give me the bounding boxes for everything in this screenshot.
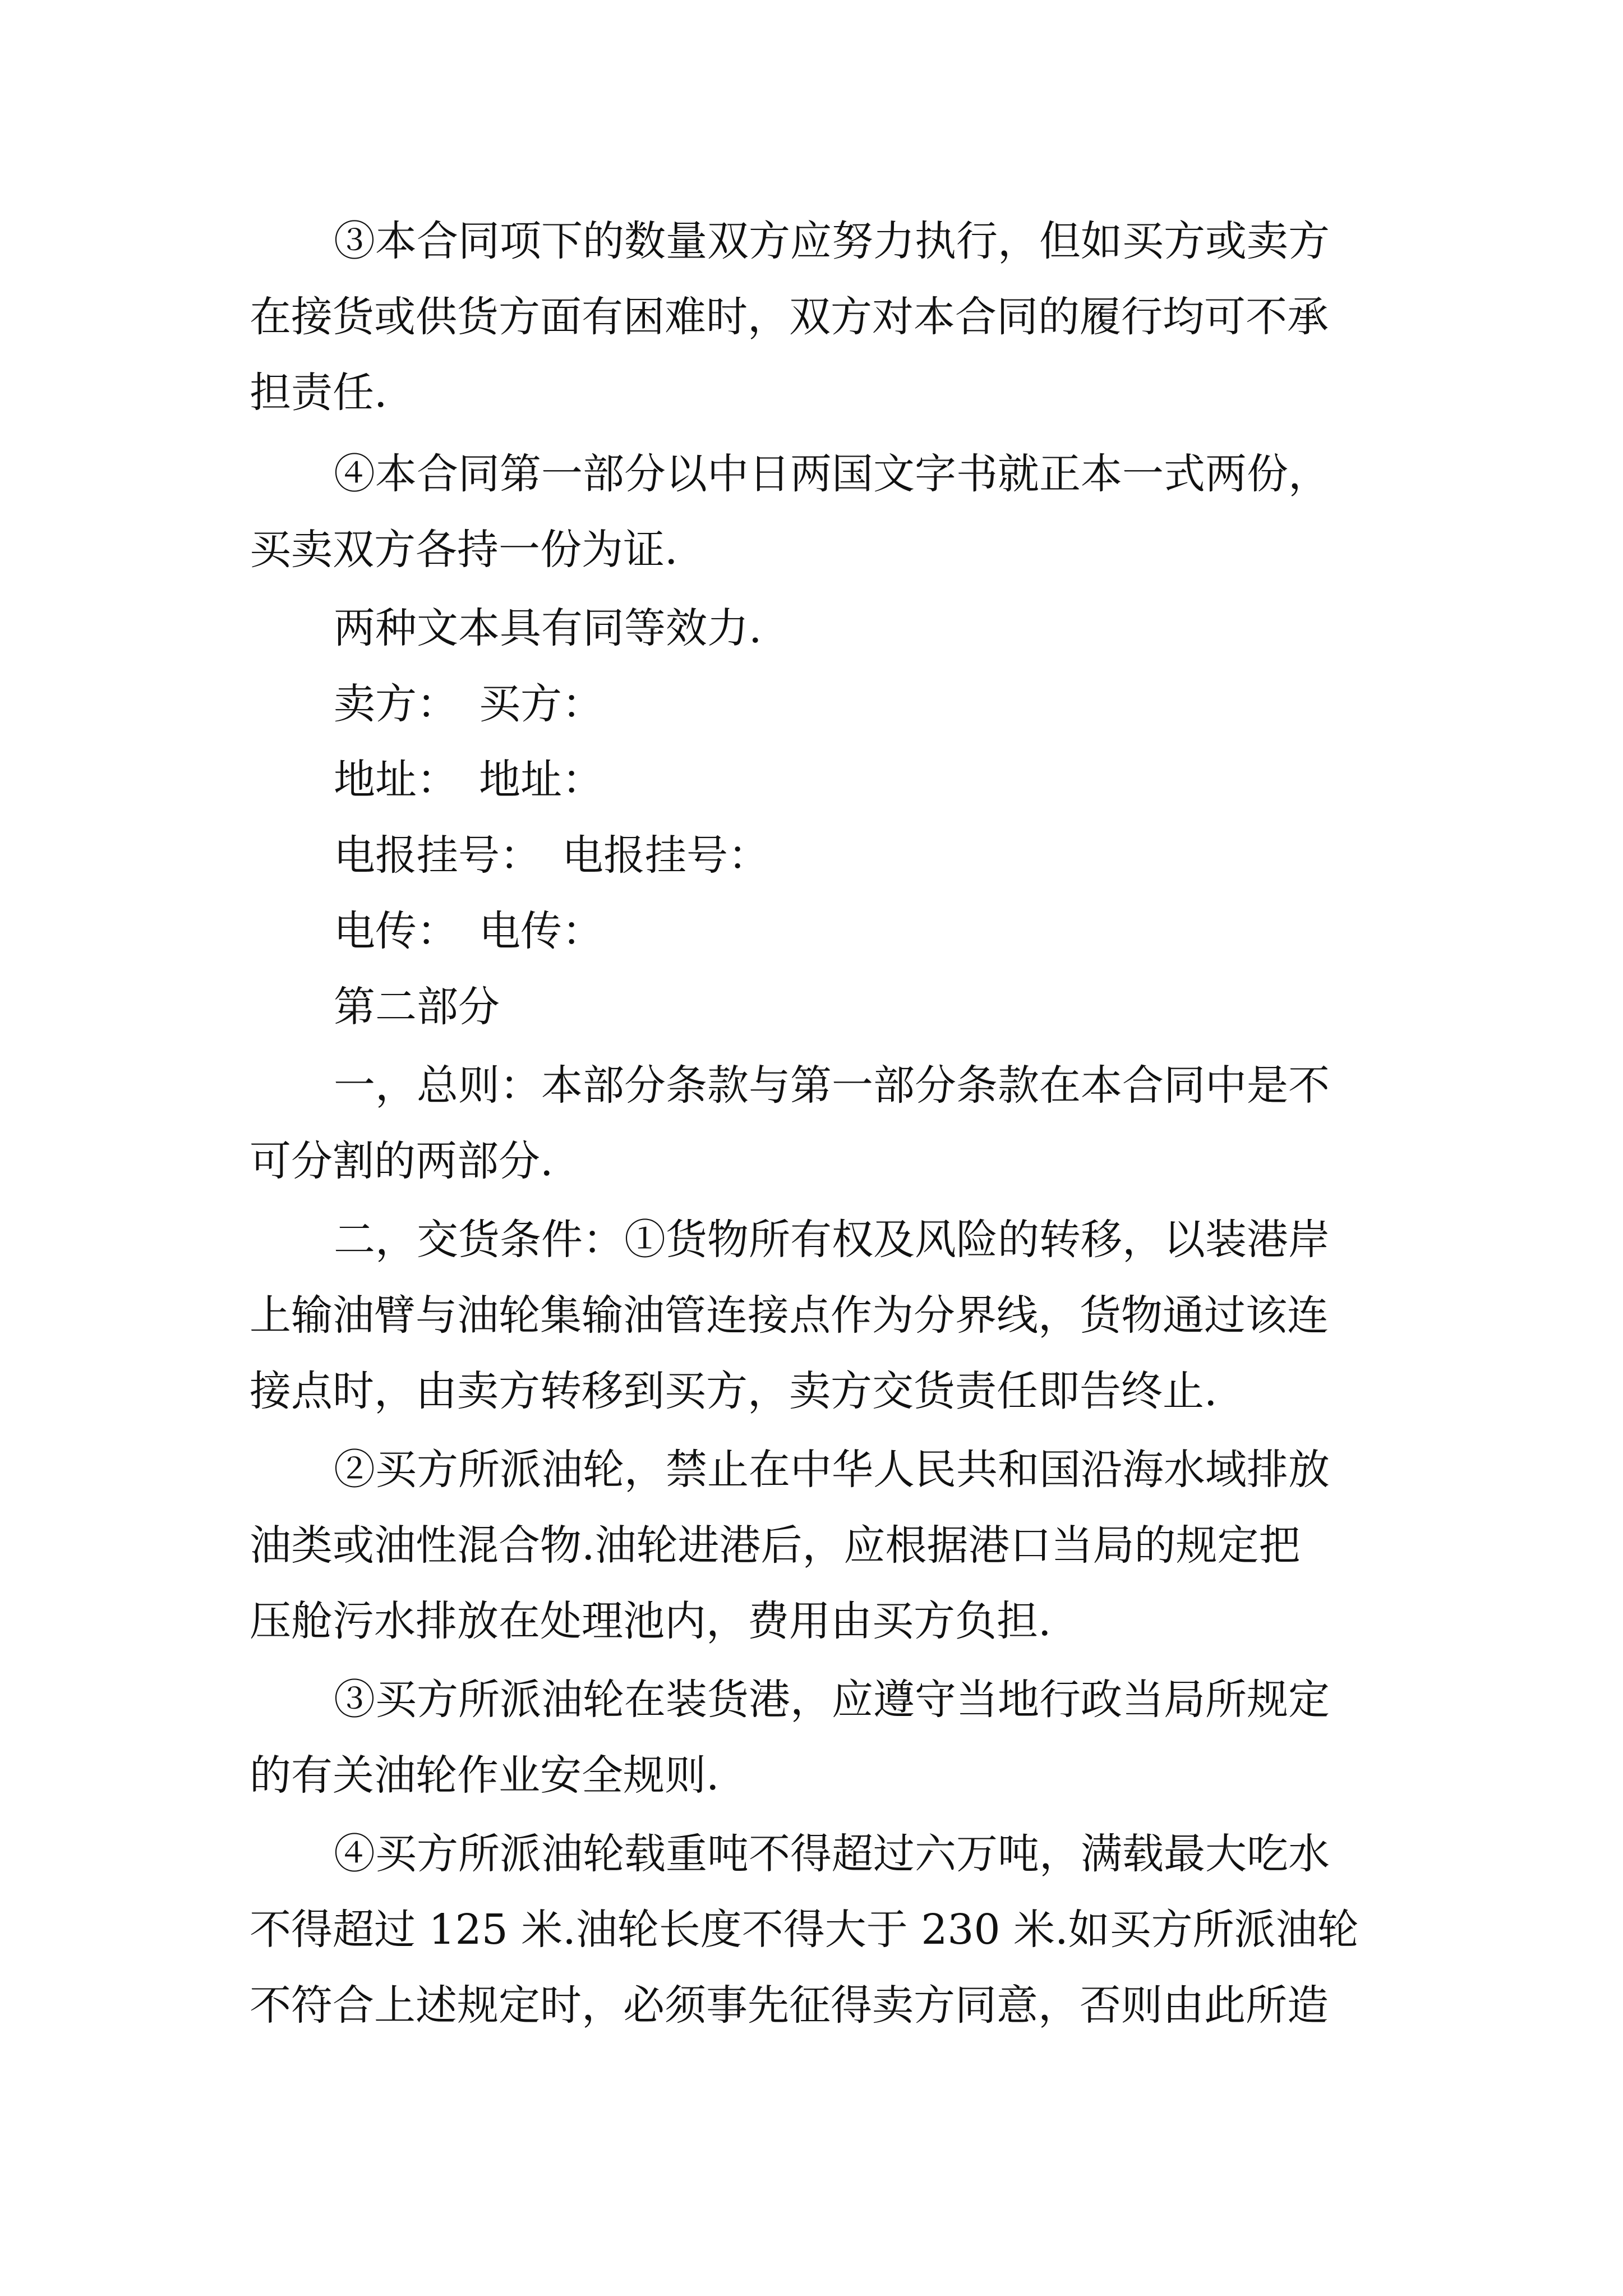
section-heading-part-two: 第二部分	[334, 983, 500, 1031]
general-terms-line-2: 可分割的两部分.	[250, 1137, 554, 1185]
tanker-limits-line-1: ④买方所派油轮载重吨不得超过六万吨，满载最大吃水	[334, 1830, 1330, 1878]
tanker-discharge-line-3: 压舱污水排放在处理池内，费用由买方负担.	[250, 1597, 1052, 1645]
cable-address-line: 电报挂号： 电报挂号：	[334, 831, 769, 880]
safety-rules-line-1: ③买方所派油轮在装货港，应遵守当地行政当局所规定	[334, 1676, 1330, 1724]
address-line: 地址： 地址：	[334, 756, 603, 804]
paragraph-1-line-3: 担责任.	[250, 369, 388, 417]
paragraph-1-line-1: ③本合同项下的数量双方应努力执行，但如买方或卖方	[334, 217, 1330, 265]
tanker-limits-line-2: 不得超过 125 米.油轮长度不得大于 230 米.如买方所派油轮	[250, 1906, 1359, 1954]
paragraph-2-line-1: ④本合同第一部分以中日两国文字书就正本一式两份，	[334, 450, 1330, 498]
seller-buyer-line: 卖方： 买方：	[334, 680, 603, 728]
tanker-discharge-line-1: ②买方所派油轮，禁止在中华人民共和国沿海水域排放	[334, 1446, 1330, 1494]
telex-line: 电传： 电传：	[334, 907, 603, 955]
safety-rules-line-2: 的有关油轮作业安全规则.	[250, 1751, 720, 1800]
delivery-terms-line-3: 接点时，由卖方转移到买方，卖方交货责任即告终止.	[250, 1367, 1218, 1415]
tanker-discharge-line-2: 油类或油性混合物.油轮进港后，应根据港口当局的规定把	[250, 1521, 1301, 1570]
delivery-terms-line-1: 二，交货条件：①货物所有权及风险的转移，以装港岸	[334, 1216, 1330, 1264]
paragraph-2-line-2: 买卖双方各持一份为证.	[250, 526, 678, 574]
equal-validity-line: 两种文本具有同等效力.	[334, 604, 762, 652]
delivery-terms-line-2: 上输油臂与油轮集输油管连接点作为分界线，货物通过该连	[250, 1291, 1329, 1340]
tanker-limits-line-3: 不符合上述规定时，必须事先征得卖方同意，否则由此所造	[250, 1981, 1329, 2030]
general-terms-line-1: 一，总则：本部分条款与第一部分条款在本合同中是不	[334, 1061, 1330, 1110]
paragraph-1-line-2: 在接货或供货方面有困难时，双方对本合同的履行均可不承	[250, 293, 1329, 341]
